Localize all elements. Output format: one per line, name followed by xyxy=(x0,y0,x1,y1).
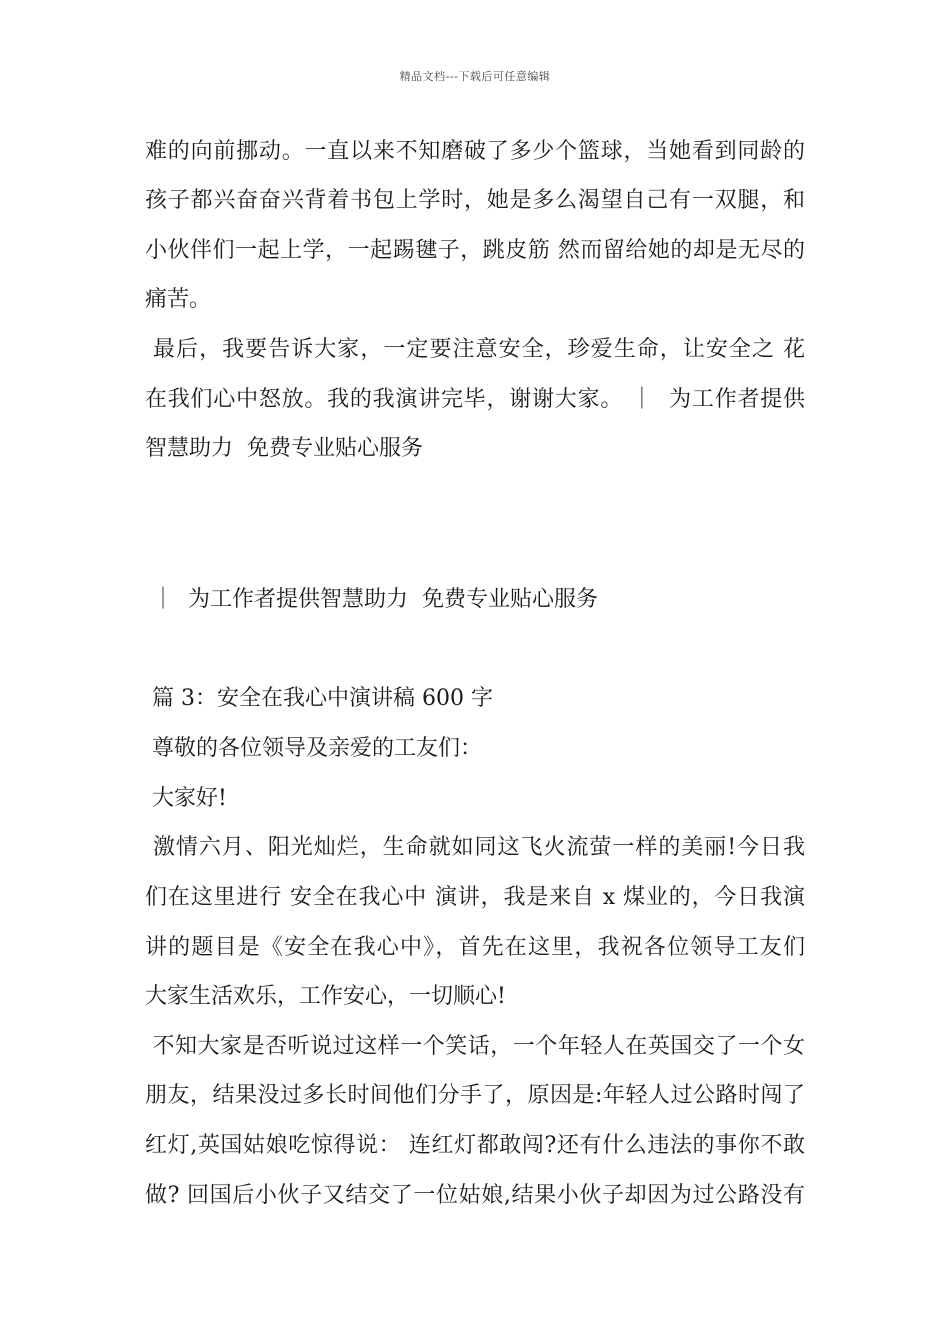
section-title: 篇 3：安全在我心中演讲稿 600 字 xyxy=(145,686,493,711)
paragraph-line: 小伙伴们一起上学，一起踢毽子，跳皮筋 然而留给她的却是无尽的 xyxy=(145,238,805,263)
greeting: 大家好! xyxy=(145,786,227,811)
service-slogan: ｜ 为工作者提供智慧助力 免费专业贴心服务 xyxy=(145,587,598,612)
page-header: 精品文档---下载后可任意编辑 xyxy=(399,70,551,83)
paragraph-line: 痛苦。 xyxy=(145,287,212,312)
salutation: 尊敬的各位领导及亲爱的工友们： xyxy=(145,736,482,761)
paragraph-line: 在我们心中怒放。我的我演讲完毕，谢谢大家。 ｜ 为工作者提供 xyxy=(145,387,805,412)
paragraph-line: 讲的题目是《安全在我心中》，首先在这里，我祝各位领导工友们 xyxy=(145,935,805,960)
paragraph-line: 孩子都兴奋奋兴背着书包上学时，她是多么渴望自己有一双腿，和 xyxy=(145,188,805,213)
paragraph-line: 智慧助力 免费专业贴心服务 xyxy=(145,436,423,461)
paragraph-line: 不知大家是否听说过这样一个笑话，一个年轻人在英国交了一个女 xyxy=(145,1034,805,1059)
paragraph-line: 激情六月、阳光灿烂，生命就如同这飞火流萤一样的美丽!今日我 xyxy=(145,835,805,860)
paragraph-line: 们在这里进行 安全在我心中 演讲，我是来自 x 煤业的，今日我演 xyxy=(145,885,805,910)
paragraph-line: 最后，我要告诉大家，一定要注意安全，珍爱生命，让安全之 花 xyxy=(145,337,805,362)
paragraph-line: 朋友，结果没过多长时间他们分手了，原因是:年轻人过公路时闯了 xyxy=(145,1083,805,1108)
paragraph-line: 难的向前挪动。一直以来不知磨破了多少个篮球，当她看到同龄的 xyxy=(145,139,805,164)
paragraph-line: 做? 回国后小伙子又结交了一位姑娘,结果小伙子却因为过公路没有 xyxy=(145,1183,805,1208)
paragraph-line: 红灯,英国姑娘吃惊得说： 连红灯都敢闯?还有什么违法的事你不敢 xyxy=(145,1133,805,1158)
paragraph-line: 大家生活欢乐，工作安心，一切顺心! xyxy=(145,984,506,1009)
